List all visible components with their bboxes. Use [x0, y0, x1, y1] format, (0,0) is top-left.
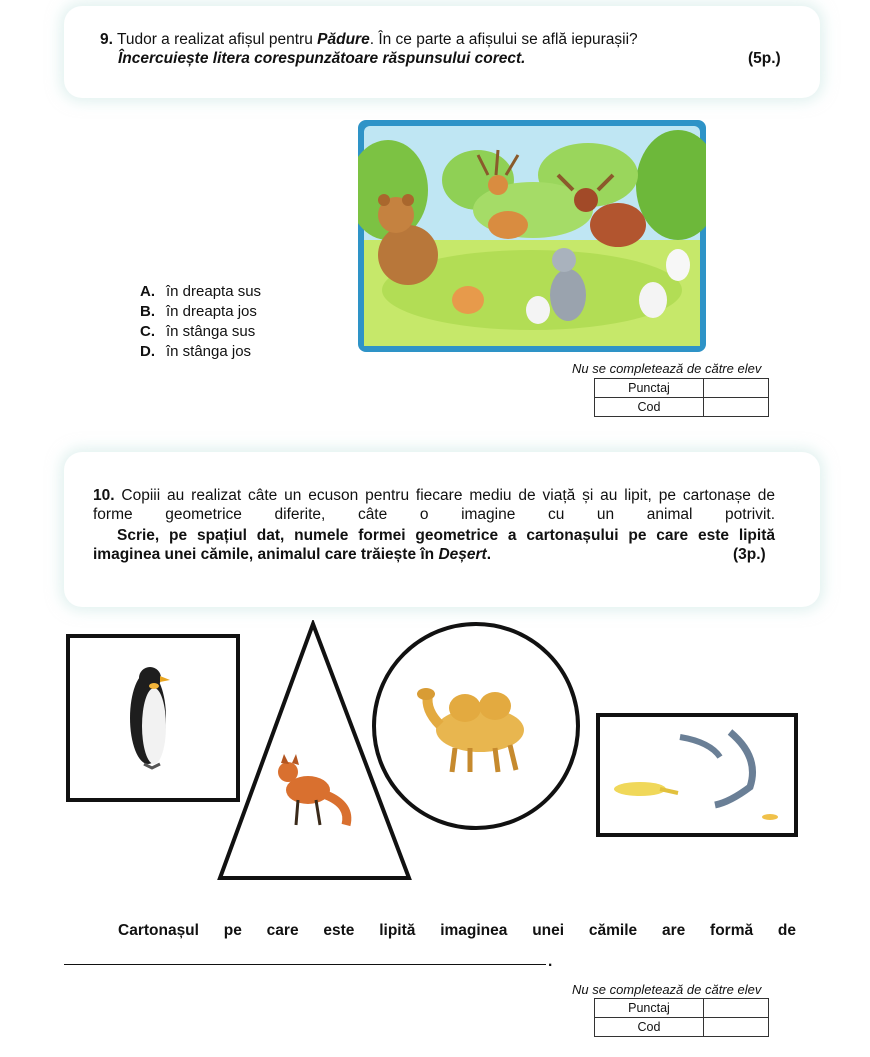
grade-label-cod: Cod — [595, 1018, 704, 1037]
q10-answer-prompt: Cartonașul pe care este lipită imaginea unei cămile are formă de — [118, 922, 796, 939]
answer-text: în stânga jos — [166, 343, 252, 360]
q10-text-line1 — [93, 486, 775, 524]
forest-poster — [358, 120, 706, 352]
q9-place: Pădure — [317, 31, 370, 48]
pelican-icon — [600, 717, 794, 833]
q10-answer-end: . — [548, 953, 553, 970]
answer-letter: A. — [140, 283, 155, 300]
q9-text-before: Tudor a realizat afișul pentru — [112, 31, 318, 48]
grade-label-cod: Cod — [595, 398, 704, 417]
q9-grade-table — [594, 378, 769, 417]
grade-label-punctaj: Punctaj — [595, 999, 704, 1018]
rectangle-card — [596, 713, 798, 837]
answer-letter: D. — [140, 343, 155, 360]
q9-instruction: Încercuiește litera corespunzătoare răspunsului corect. — [118, 50, 526, 67]
q9-answer-c[interactable] — [140, 322, 261, 342]
q9-number: 9. — [100, 31, 113, 48]
q9-answer-b[interactable] — [140, 302, 261, 322]
answer-text: în stânga sus — [166, 323, 256, 340]
q9-text-after: . În ce parte a afișului se află iepurașii? — [369, 31, 638, 48]
forest-poster-illustration — [358, 120, 706, 352]
square-card — [66, 634, 240, 802]
q10-grade-note: Nu se completează de către elev — [572, 982, 762, 997]
answer-text: în dreapta jos — [166, 303, 257, 320]
q10-points: (3p.) — [733, 546, 766, 563]
q9-answer-a[interactable] — [140, 282, 261, 302]
q9-answer-list — [140, 282, 261, 362]
answer-letter: B. — [140, 303, 155, 320]
q10-instruction-end: . — [486, 546, 492, 563]
grade-input-cod — [704, 398, 769, 417]
q10-instruction — [93, 526, 775, 564]
answer-text: în dreapta sus — [166, 283, 262, 300]
q10-number: 10. — [93, 487, 115, 504]
circle-card — [370, 620, 582, 832]
grade-input-punctaj — [704, 379, 769, 398]
grade-label-punctaj: Punctaj — [595, 379, 704, 398]
q10-answer-line[interactable] — [64, 964, 546, 965]
q9-question — [100, 30, 800, 49]
q10-instruction-text: Scrie, pe spațiul dat, numele formei geometrice a cartonașului pe care este lipită imaginea unei cămile, animalul care trăiește în — [93, 527, 775, 563]
q10-habitat: Deșert — [438, 546, 487, 563]
grade-input-cod — [704, 1018, 769, 1037]
q9-points: (5p.) — [748, 50, 781, 67]
q10-text: Copiii au realizat câte un ecuson pentru fiecare mediu de viață și au lipit, pe cartonașe de forme geometrice diferite, câte o imagine cu un animal potrivit. — [93, 487, 775, 523]
answer-letter: C. — [140, 323, 155, 340]
q9-answer-d[interactable] — [140, 342, 261, 362]
q9-grade-note: Nu se completează de către elev — [572, 361, 762, 376]
penguin-icon — [70, 638, 236, 798]
q10-grade-table — [594, 998, 769, 1037]
grade-input-punctaj — [704, 999, 769, 1018]
